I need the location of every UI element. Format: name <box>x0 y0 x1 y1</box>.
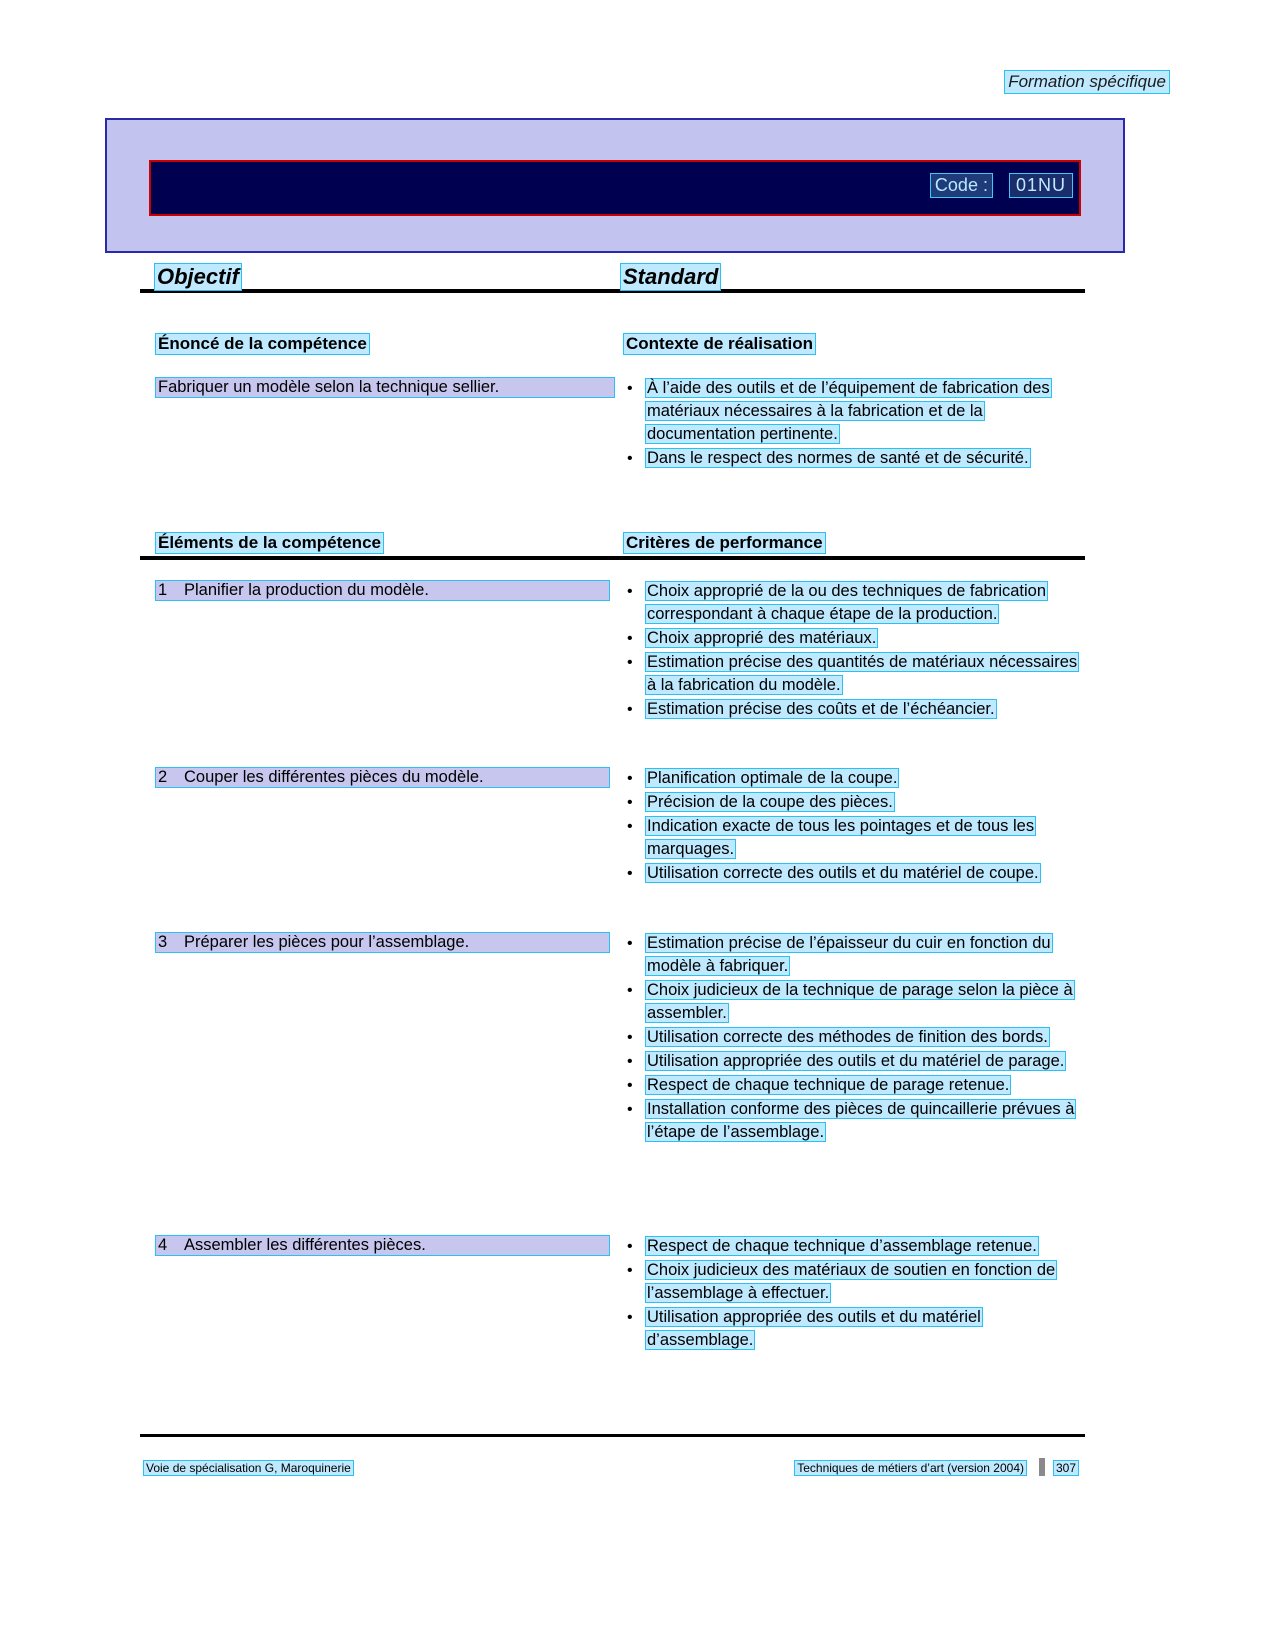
list-item <box>623 932 1083 978</box>
criteres-list <box>623 580 1083 722</box>
element-row <box>155 767 610 788</box>
element-label: Couper les différentes pièces du modèle. <box>184 768 484 786</box>
list-item <box>623 791 1083 814</box>
critere-item-2: Utilisation correcte des méthodes de finition des bords. <box>647 1028 1048 1046</box>
list-item <box>623 1306 1083 1352</box>
list-item <box>623 1235 1083 1258</box>
list-item <box>623 767 1083 790</box>
critere-item-1: Choix judicieux de la technique de parage selon la pièce à assembler. <box>647 981 1073 1022</box>
critere-item-2: Estimation précise des quantités de matériaux nécessaires à la fabrication du modèle. <box>647 653 1078 694</box>
list-item <box>623 1098 1083 1144</box>
critere-item-1: Précision de la coupe des pièces. <box>647 793 893 811</box>
contexte-item-0: À l’aide des outils et de l’équipement de fabrication des matériaux nécessaires à la fabrication et de la documentation pertinente. <box>647 379 1050 443</box>
code-banner <box>105 118 1125 253</box>
heading-contexte-realisation: Contexte de réalisation <box>623 333 816 355</box>
list-item <box>623 815 1083 861</box>
critere-item-0: Planification optimale de la coupe. <box>647 769 898 787</box>
critere-item-3: Utilisation correcte des outils et du matériel de coupe. <box>647 864 1039 882</box>
element-row <box>155 580 610 601</box>
element-label: Préparer les pièces pour l’assemblage. <box>184 933 470 951</box>
contexte-item-1: Dans le respect des normes de santé et de sécurité. <box>647 449 1029 467</box>
list-item <box>623 651 1083 697</box>
element-row <box>155 932 610 953</box>
heading-criteres-performance: Critères de performance <box>623 532 826 554</box>
list-item <box>623 1259 1083 1305</box>
element-number: 3 <box>158 933 168 951</box>
critere-item-3: Utilisation appropriée des outils et du matériel de parage. <box>647 1052 1065 1070</box>
footer-divider <box>140 1434 1085 1437</box>
section-headings-2 <box>140 532 1085 560</box>
element-number: 4 <box>158 1236 168 1254</box>
critere-item-0: Choix approprié de la ou des techniques de fabrication correspondant à chaque étape de la production. <box>647 582 1047 623</box>
critere-item-2: Utilisation appropriée des outils et du matériel d’assemblage. <box>647 1308 981 1349</box>
criteres-list <box>623 1235 1083 1353</box>
page-marker <box>1039 1458 1045 1476</box>
list-item <box>623 447 1073 470</box>
criteres-list <box>623 932 1083 1145</box>
critere-item-1: Choix judicieux des matériaux de soutien en fonction de l’assemblage à effectuer. <box>647 1261 1056 1302</box>
section-headings-1 <box>155 333 1085 355</box>
heading-enonce-competence: Énoncé de la compétence <box>155 333 370 355</box>
footer-right-text: Techniques de métiers d’art (version 2004) <box>794 1460 1027 1476</box>
list-item <box>623 862 1083 885</box>
code-label: Code : <box>930 173 993 198</box>
list-item <box>623 1074 1083 1097</box>
page-header-title: Formation spécifique <box>1004 70 1170 94</box>
critere-item-4: Respect de chaque technique de parage retenue. <box>647 1076 1010 1094</box>
critere-item-3: Estimation précise des coûts et de l’échéancier. <box>647 700 995 718</box>
list-item <box>623 1026 1083 1049</box>
heading-elements-competence: Éléments de la compétence <box>155 532 384 554</box>
contexte-list <box>623 377 1073 471</box>
heading-objectif: Objectif <box>154 263 242 291</box>
list-item <box>623 627 1083 650</box>
critere-item-0: Estimation précise de l’épaisseur du cuir en fonction du modèle à fabriquer. <box>647 934 1051 975</box>
critere-item-5: Installation conforme des pièces de quincaillerie prévues à l’étape de l’assemblage. <box>647 1100 1075 1141</box>
list-item <box>623 1050 1083 1073</box>
critere-item-2: Indication exacte de tous les pointages et de tous les marquages. <box>647 817 1035 858</box>
list-item <box>623 698 1083 721</box>
element-label: Assembler les différentes pièces. <box>184 1236 426 1254</box>
critere-item-1: Choix approprié des matériaux. <box>647 629 877 647</box>
element-row <box>155 1235 610 1256</box>
list-item <box>623 979 1083 1025</box>
critere-item-0: Respect de chaque technique d’assemblage retenue. <box>647 1237 1037 1255</box>
heading-standard: Standard <box>620 263 721 291</box>
element-number: 1 <box>158 581 168 599</box>
list-item <box>623 377 1073 446</box>
column-headings <box>140 263 1085 293</box>
footer-left-text: Voie de spécialisation G, Maroquinerie <box>143 1460 354 1476</box>
element-label: Planifier la production du modèle. <box>184 581 429 599</box>
enonce-text: Fabriquer un modèle selon la technique sellier. <box>155 377 615 398</box>
list-item <box>623 580 1083 626</box>
code-value: 01NU <box>1009 173 1073 198</box>
code-group <box>930 173 1073 198</box>
criteres-list <box>623 767 1083 886</box>
code-banner-inner <box>149 160 1081 216</box>
element-number: 2 <box>158 768 168 786</box>
page-number: 307 <box>1053 1460 1079 1476</box>
